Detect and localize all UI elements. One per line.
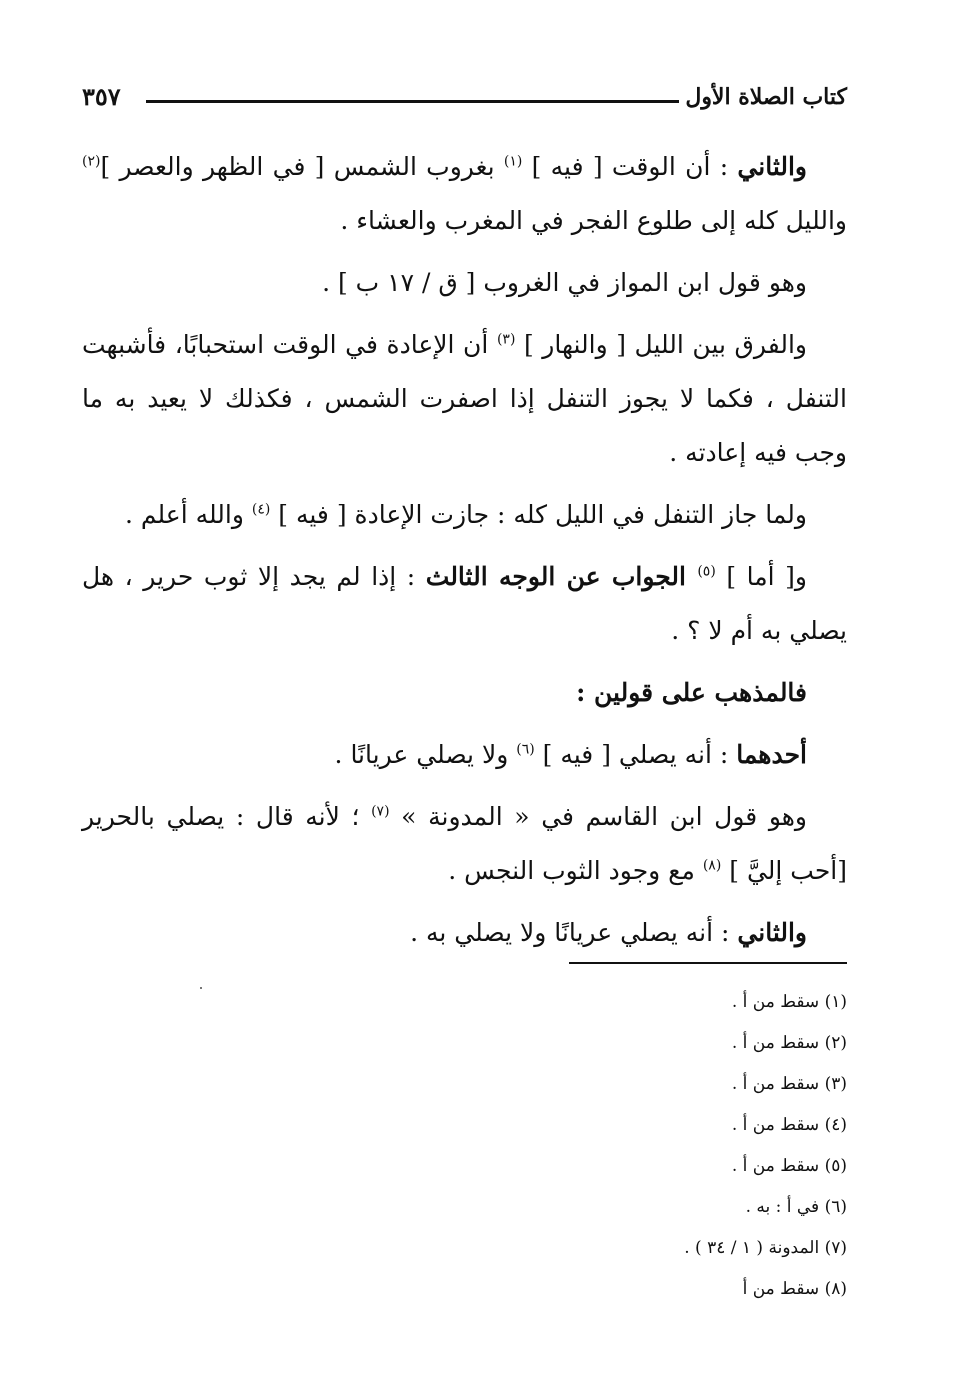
text-span: بغروب الشمس [ في الظهر والعصر ] — [100, 152, 504, 181]
footnote-ref-7: (٧) — [371, 803, 390, 820]
section-heading-inline: الجواب عن الوجه الثالث — [425, 562, 698, 591]
paragraph-9 — [82, 906, 847, 960]
text-span: ولما جاز التنفل في الليل كله : جازت الإعادة [ فيه ] — [270, 500, 807, 529]
text-span: مع وجود الثوب النجس . — [448, 856, 703, 885]
footnote-ref-3: (٣) — [496, 331, 516, 348]
footnote-item: (٦) في أ : به . — [745, 1197, 847, 1217]
text-span: وهو قول ابن المواز في الغروب [ ق / ١٧ ب ] . — [322, 268, 807, 297]
paragraph-5 — [82, 550, 847, 658]
text-span: والفرق بين الليل [ والنهار ] — [515, 330, 808, 359]
paragraph-7 — [82, 728, 847, 782]
footnote-ref-6: (٦) — [516, 741, 535, 758]
footnote-ref-8: (٨) — [702, 857, 722, 874]
main-text — [82, 140, 847, 960]
text-span: ولا يصلي عريانًا . — [334, 740, 517, 769]
footnote-item: (٢) سقط من أ . — [731, 1033, 847, 1053]
footnote-item: (١) سقط من أ . — [731, 992, 847, 1012]
footnote-ref-5: (٥) — [697, 563, 716, 580]
text-span: : أن الوقت [ فيه ] — [522, 152, 738, 181]
page-header — [82, 78, 847, 122]
footnote-item: (٧) المدونة ( ١ / ٣٤ ) . — [684, 1238, 847, 1258]
text-span: : إذا لم يجد إلا ثوب حرير ، هل يصلي به أم لا ؟ . — [82, 562, 847, 645]
header-rule — [146, 100, 679, 103]
text-span: والله أعلم . — [124, 500, 252, 529]
lead-word: والثاني — [737, 152, 807, 181]
text-span: و[ أما ] — [715, 562, 807, 591]
paragraph-6 — [82, 666, 847, 720]
lead-word: أحدهما — [736, 740, 807, 769]
footnotes-list — [247, 982, 847, 1310]
paragraph-1 — [82, 140, 847, 248]
page-number: ٣٥٧ — [82, 82, 121, 111]
paragraph-3 — [82, 318, 847, 480]
text-span: : أنه يصلي [ فيه ] — [534, 740, 737, 769]
footnote-ref-4: (٤) — [251, 501, 271, 518]
footnote-item: (٣) سقط من أ . — [731, 1074, 847, 1094]
text-span: : أنه يصلي عريانًا ولا يصلي به . — [410, 918, 738, 947]
footnote-ref-2: (٢) — [82, 153, 101, 170]
paragraph-8 — [82, 790, 847, 898]
paragraph-4 — [82, 488, 847, 542]
running-title: كتاب الصلاة الأول — [685, 84, 847, 110]
paragraph-2 — [82, 256, 847, 310]
text-span: أن الإعادة في الوقت استحبابًا، فأشبهت التنفل ، فكما لا يجوز التنفل إذا اصفرت الشمس ، فكذلك لا يعيد به ما وجب فيه إعادته . — [82, 330, 847, 467]
footnote-ref-1: (١) — [503, 153, 523, 170]
speck — [200, 987, 202, 989]
footnote-separator — [569, 962, 847, 964]
footnote-item: (٨) سقط من أ — [742, 1279, 847, 1299]
footnote-item: (٤) سقط من أ . — [731, 1115, 847, 1135]
text-span: ؛ لأنه قال : يصلي بالحرير [أحب إليَّ ] — [82, 802, 847, 885]
lead-word: والثاني — [737, 918, 807, 947]
text-span: والليل كله إلى طلوع الفجر في المغرب والعشاء . — [340, 206, 847, 235]
text-span: وهو قول ابن القاسم في « المدونة » — [389, 802, 808, 831]
subheading: فالمذهب على قولين : — [576, 678, 807, 707]
footnote-item: (٥) سقط من أ . — [731, 1156, 847, 1176]
